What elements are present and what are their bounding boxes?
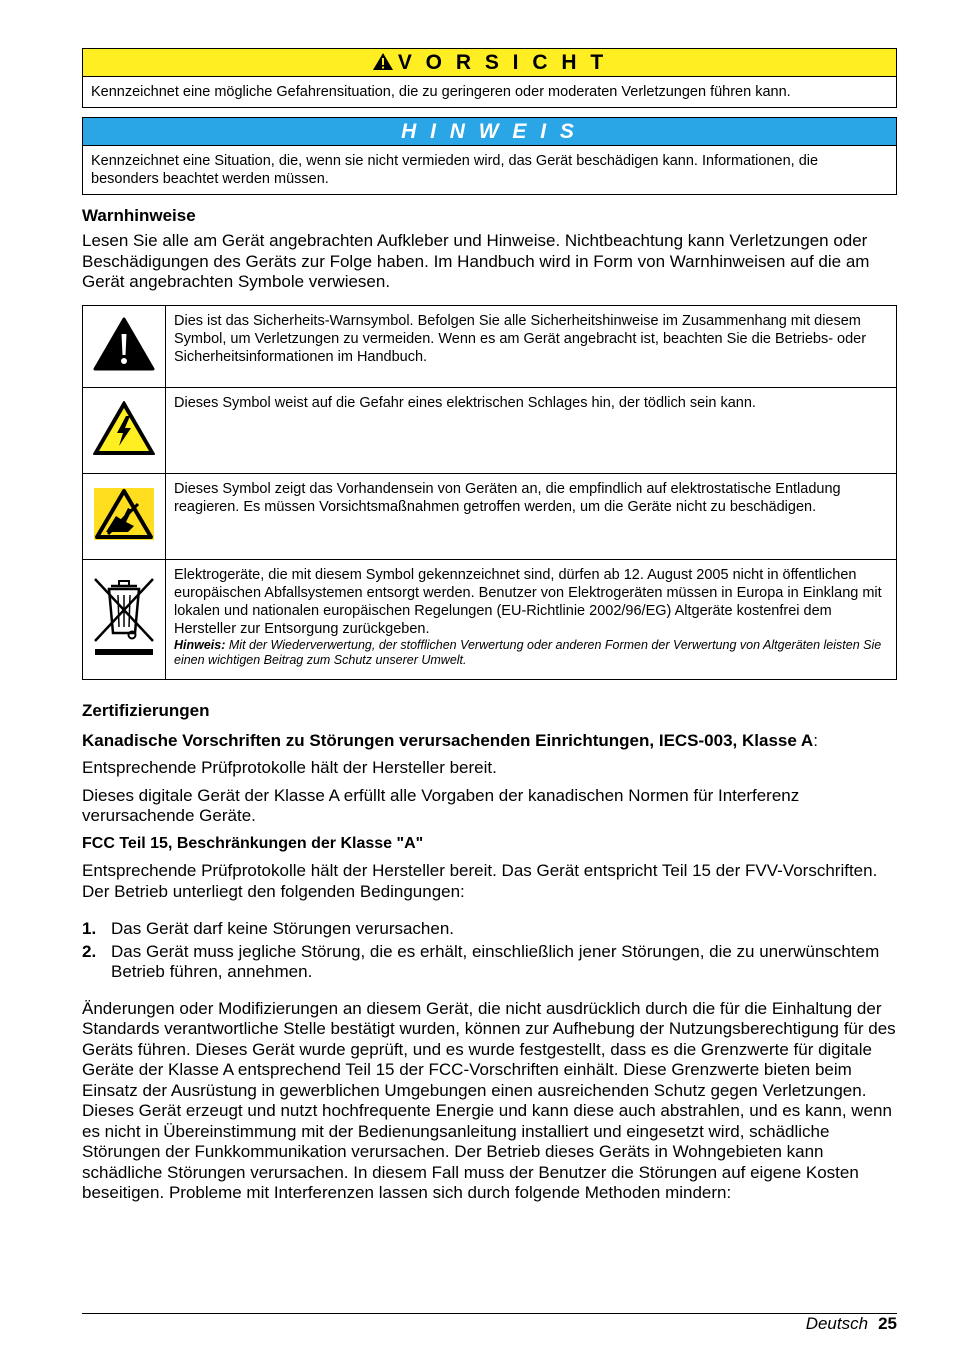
symbol-cell	[83, 473, 166, 559]
table-row	[83, 387, 897, 473]
list-number: 1.	[82, 919, 97, 938]
conditions-list	[82, 919, 897, 983]
caution-text: Kennzeichnet eine mögliche Gefahrensituation, die zu geringeren oder moderaten Verletzungen führen kann.	[91, 84, 791, 100]
page-footer	[82, 1313, 897, 1333]
list-item	[82, 942, 897, 983]
symbol-description: Dieses Symbol zeigt das Vorhandensein von Geräten an, die empfindlich auf elektrostatische Entladung reagieren. Es müssen Vorsichtsmaßnahmen getroffen werden, um die Geräte nicht zu beschädigen.	[166, 473, 897, 559]
symbol-cell	[83, 305, 166, 387]
page-number: 25	[878, 1314, 897, 1333]
list-number: 2.	[82, 941, 97, 961]
esd-icon	[92, 486, 156, 542]
canada-heading: Kanadische Vorschriften zu Störungen verursachenden Einrichtungen, IECS-003, Klasse A	[82, 730, 814, 750]
list-item	[82, 919, 897, 940]
canada-paragraph-1: Entsprechende Prüfprotokolle hält der Hersteller bereit.	[82, 758, 497, 777]
fcc-heading: FCC Teil 15, Beschränkungen der Klasse "A"	[82, 834, 424, 852]
notice-box	[82, 117, 897, 195]
zertifizierungen-heading: Zertifizierungen	[82, 700, 210, 720]
notice-header	[83, 118, 896, 146]
table-row	[83, 305, 897, 387]
caution-header	[83, 49, 896, 77]
weee-bin-icon	[91, 575, 157, 659]
fcc-paragraph-2: Änderungen oder Modifizierungen an diesem Gerät, die nicht ausdrücklich durch die für die Einhaltung der Standards verantwortliche Stelle bestätigt wurden, können zur Aufhebung der Nutzungsberechtigung für des Geräts führen. Dieses Gerät wurde geprüft, und es wurde festgestellt, dass es die Grenzwerte für digitale Geräte der Klasse A entsprechend Teil 15 der FCC-Vorschriften einhält. Diese Grenzwerte bieten beim Einsatz der Ausrüstung in gewerblichen Umgebungen einen ausreichenden Schutz gegen Verletzungen. Dieses Gerät erzeugt und nutzt hochfrequente Energie und kann diese auch abstrahlen, und es kann, wenn es nicht in Übereinstimmung mit der Bedienungsanleitung installiert und eingesetzt wird, schädliche Störungen der Funkkommunikation verursachen. Der Betrieb dieses Geräts in Wohngebieten kann schädliche Störungen verursachen. In diesem Fall muss der Benutzer die Störungen auf eigene Kosten beseitigen. Probleme mit Interferenzen lassen sich durch folgende Methoden mindern:	[82, 998, 896, 1202]
warnhinweise-heading: Warnhinweise	[82, 206, 196, 225]
weee-note-label: Hinweis:	[174, 637, 226, 652]
caution-title: V O R S I C H T	[397, 51, 608, 74]
page-content	[82, 48, 897, 1204]
list-text: Das Gerät darf keine Störungen verursachen.	[111, 919, 455, 938]
symbol-cell	[83, 559, 166, 679]
list-text: Das Gerät muss jegliche Störung, die es erhält, einschließlich jener Störungen, die zu unerwünschtem Betrieb führen, annehmen.	[111, 941, 880, 981]
symbols-table	[82, 305, 897, 680]
weee-note-text: Mit der Wiederverwertung, der stofflichen Verwertung oder anderen Formen der Verwertung von Altgeräten leisten Sie einen wichtigen Beitrag zum Schutz unserer Umwelt.	[174, 637, 882, 667]
canada-colon: :	[813, 730, 818, 750]
canada-heading-line	[82, 731, 897, 752]
notice-text: Kennzeichnet eine Situation, die, wenn sie nicht vermieden wird, das Gerät beschädigen kann. Informationen, die besonders beachtet werden müssen.	[91, 153, 819, 187]
table-row	[83, 473, 897, 559]
symbol-description: Dies ist das Sicherheits-Warnsymbol. Befolgen Sie alle Sicherheitshinweise im Zusammenhang mit diesem Symbol, um Verletzungen zu vermeiden. Wenn es am Gerät angebracht ist, beachten Sie die Betriebs- oder Sicherheitsinformationen im Handbuch.	[166, 305, 897, 387]
symbol-cell	[83, 387, 166, 473]
fcc-paragraph-1: Entsprechende Prüfprotokolle hält der Hersteller bereit. Das Gerät entspricht Teil 15 der FVV-Vorschriften. Der Betrieb unterliegt den folgenden Bedingungen:	[82, 861, 878, 901]
symbol-description-weee	[166, 559, 897, 679]
weee-text: Elektrogeräte, die mit diesem Symbol gekennzeichnet sind, dürfen ab 12. August 2005 nicht in öffentlichen europäischen Abfallsystemen entsorgt werden. Benutzer von Elektrogeräten müssen in Europa in Einklang mit lokalen und nationalen europäischen Regelungen (EU-Richtlinie 2002/96/EG) Altgeräte kostenfrei dem Hersteller zur Entsorgung zurückgeben.	[174, 566, 882, 637]
safety-alert-icon	[93, 317, 155, 371]
footer-language: Deutsch	[805, 1314, 869, 1333]
warnhinweise-intro: Lesen Sie alle am Gerät angebrachten Aufkleber und Hinweise. Nichtbeachtung kann Verletzungen oder Beschädigungen des Geräts zur Folge haben. Im Handbuch wird in Form von Warnhinweisen auf die am Gerät angebrachten Symbole verwiesen.	[82, 231, 870, 291]
weee-note	[174, 638, 888, 668]
canada-paragraph-2: Dieses digitale Gerät der Klasse A erfüllt alle Vorgaben der kanadischen Normen für Interferenz verursachende Geräte.	[82, 785, 800, 825]
table-row	[83, 559, 897, 679]
symbol-description: Dieses Symbol weist auf die Gefahr eines elektrischen Schlages hin, der tödlich sein kann.	[166, 387, 897, 473]
footer-text	[806, 1314, 897, 1334]
caution-box	[82, 48, 897, 108]
electrical-shock-icon	[92, 400, 156, 456]
notice-title: H I N W E I S	[401, 120, 578, 143]
warning-triangle-icon	[372, 52, 394, 71]
